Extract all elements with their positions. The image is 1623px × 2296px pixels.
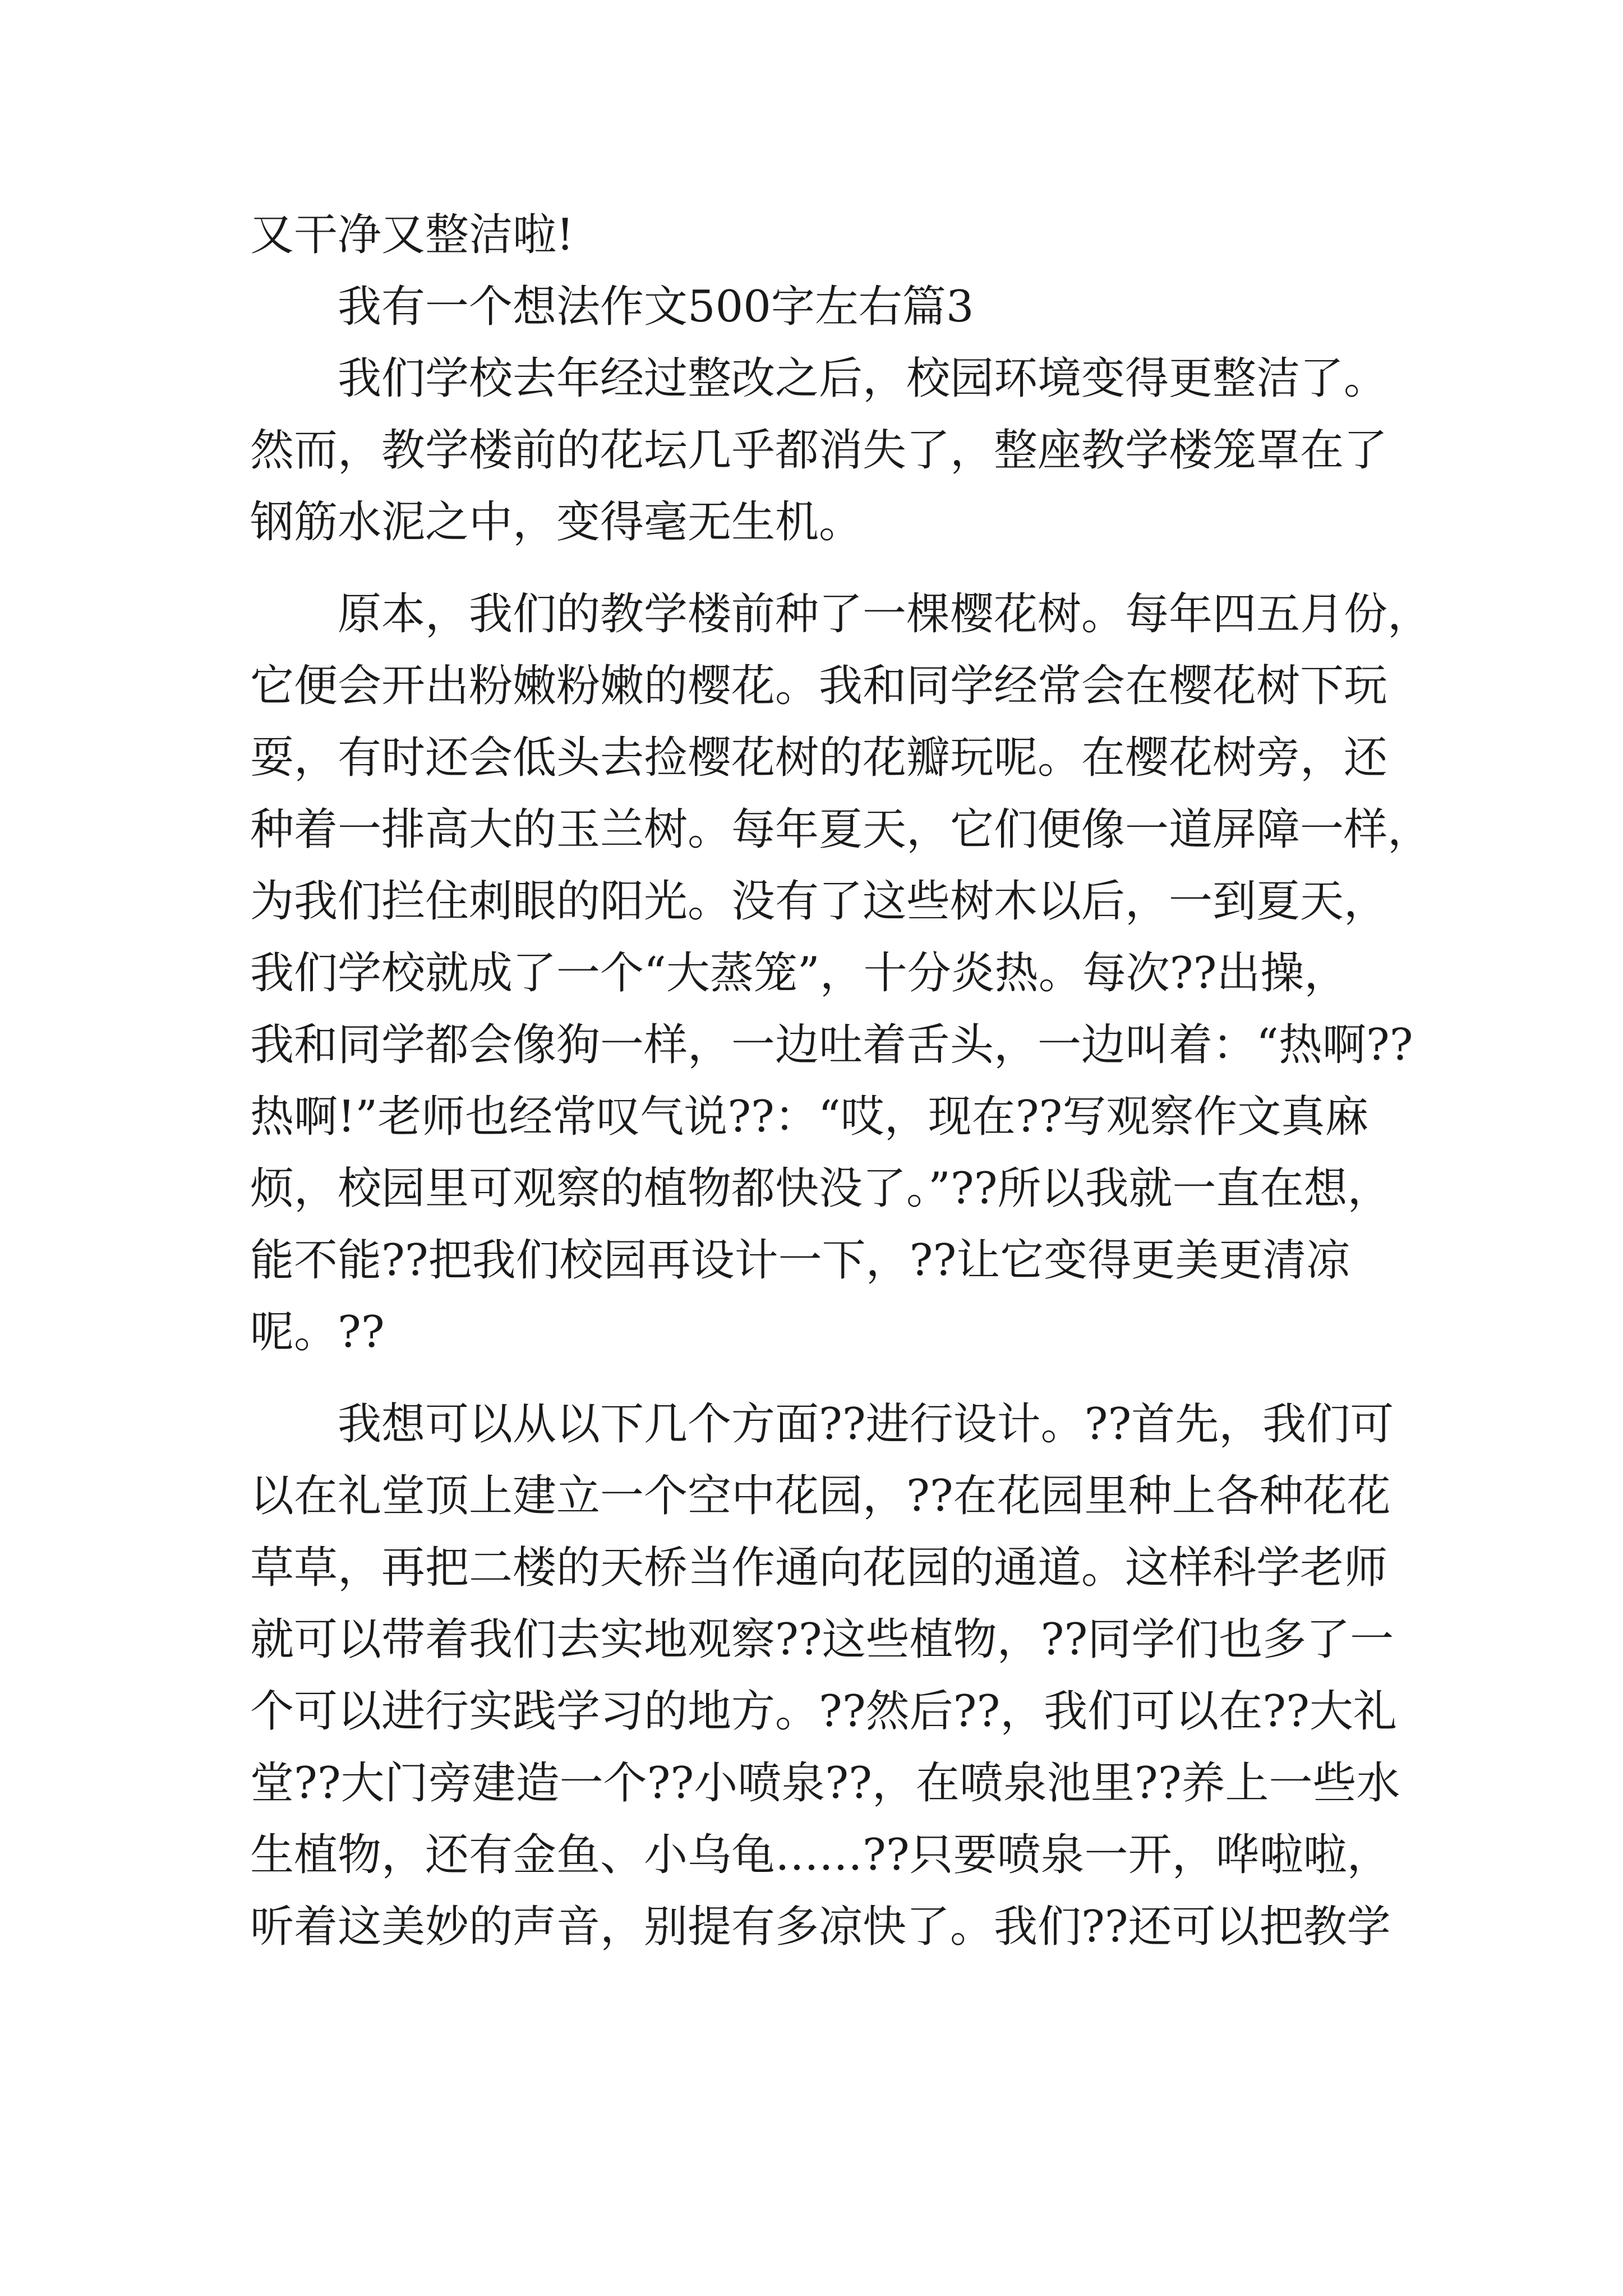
paragraph-line: 我们学校就成了一个“大蒸笼”，十分炎热。每次??出操， [250,948,1348,999]
continued-line: 又干净又整洁啦! [250,210,574,260]
paragraph-line: 烦，校园里可观察的植物都快没了。”??所以我就一直在想， [250,1163,1391,1214]
essay-text [250,199,1432,1963]
paragraph-line: 我们学校去年经过整改之后，校园环境变得更整洁了。 [338,353,1388,404]
paragraph-line: 我和同学都会像狗一样，一边吐着舌头，一边叫着：“热啊?? [250,1020,1413,1070]
paragraph-line: 草草，再把二楼的天桥当作通向花园的通道。这样科学老师 [250,1543,1388,1593]
paragraph-line: 以在礼堂顶上建立一个空中花园，??在花园里种上各种花花 [250,1471,1391,1521]
paragraph-line: 它便会开出粉嫩粉嫩的樱花。我和同学经常会在樱花树下玩 [250,661,1388,711]
paragraph-line: 耍，有时还会低头去捡樱花树的花瓣玩呢。在樱花树旁，还 [250,733,1388,783]
paragraph-line: 为我们拦住刺眼的阳光。没有了这些树木以后，一到夏天， [250,876,1388,927]
paragraph-line: 我想可以从以下几个方面??进行设计。??首先，我们可 [338,1399,1394,1450]
paragraph-line: 然而，教学楼前的花坛几乎都消失了，整座教学楼笼罩在了 [250,425,1388,476]
paragraph-line: 种着一排高大的玉兰树。每年夏天，它们便像一道屏障一样， [250,804,1432,855]
paragraph-line: 原本，我们的教学楼前种了一棵樱花树。每年四五月份， [338,589,1432,639]
paragraph-2 [250,578,1432,1368]
paragraph-line: 就可以带着我们去实地观察??这些植物，??同学们也多了一 [250,1614,1394,1665]
essay-heading: 我有一个想法作文500字左右篇3 [338,282,974,332]
paragraph-line: 能不能??把我们校园再设计一下，??让它变得更美更清凉 [250,1235,1350,1286]
paragraph-line: 生植物，还有金鱼、小乌龟……??只要喷泉一开，哗啦啦， [250,1830,1391,1880]
paragraph-line: 钢筋水泥之中，变得毫无生机。 [250,497,863,547]
paragraph-line: 热啊!”老师也经常叹气说??：“哎，现在??写观察作文真麻 [250,1092,1369,1142]
paragraph-1 [250,343,1428,558]
paragraph-line: 个可以进行实践学习的地方。??然后??，我们可以在??大礼 [250,1686,1397,1737]
paragraph-3 [250,1388,1428,1963]
paragraph-line: 呢。?? [250,1307,385,1358]
paragraph-line: 听着这美妙的声音，别提有多凉快了。我们??还可以把教学 [250,1902,1391,1952]
paragraph-line: 堂??大门旁建造一个??小喷泉??，在喷泉池里??养上一些水 [250,1758,1400,1809]
